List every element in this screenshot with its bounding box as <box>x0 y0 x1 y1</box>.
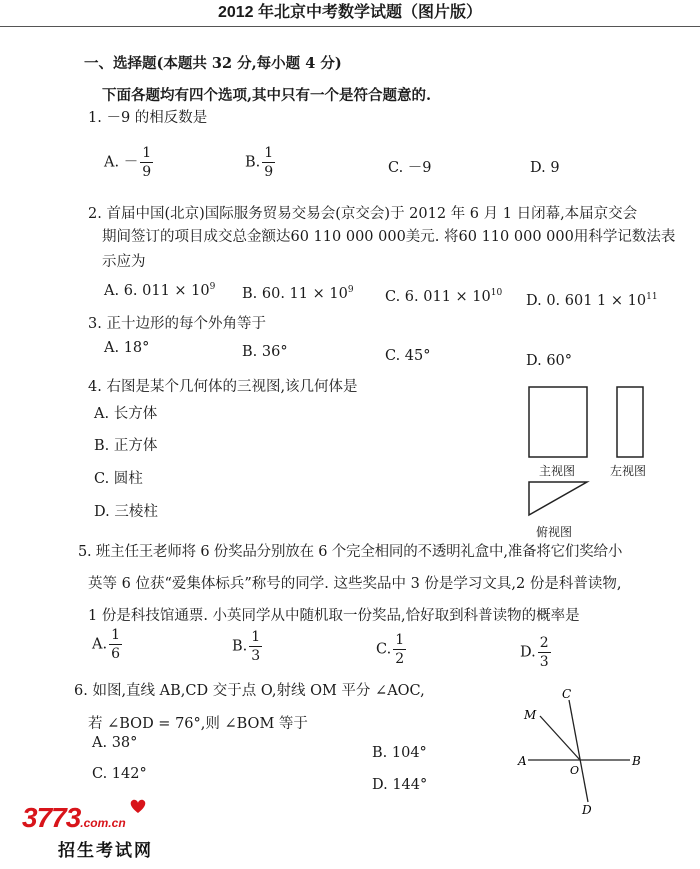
q2-line2: 期间签订的项目成交总金额达60 110 000 000美元. 将60 110 000 000用科学记数法表 <box>102 229 676 245</box>
q2-d-text: D. 0. 601 1 × 10 <box>526 292 647 309</box>
q4-option-b: B. 正方体 <box>94 438 158 454</box>
q5-c-fraction <box>393 633 406 666</box>
q5-b-den: 3 <box>251 648 261 664</box>
q5-option-d <box>520 636 553 669</box>
q6-option-d: D. 144° <box>372 777 428 793</box>
logo-domain: .com.cn <box>80 816 126 830</box>
q2-option-c <box>385 288 502 305</box>
q1-option-d: D. 9 <box>530 160 560 176</box>
point-o-label: O <box>570 764 580 777</box>
q2-c-text: C. 6. 011 × 10 <box>385 288 491 305</box>
q5-c-den: 2 <box>395 651 405 667</box>
q3-option-b: B. 36° <box>242 344 288 360</box>
q2-c-exp: 10 <box>490 288 503 298</box>
point-a-label: A <box>518 754 527 768</box>
q5-a-label: A. <box>92 636 108 653</box>
ray-om <box>540 716 580 760</box>
q5-option-b <box>232 630 264 663</box>
q2-a-text: A. 6. 011 × 10 <box>104 282 210 299</box>
section-title: 一、选择题(本题共 32 分,每小题 4 分) <box>84 55 342 72</box>
q5-d-num: 2 <box>539 635 549 651</box>
q5-b-num: 1 <box>251 629 261 645</box>
q1-b-fraction <box>262 146 275 179</box>
q2-option-d <box>526 292 658 309</box>
page-title: 2012 年北京中考数学试题（图片版） <box>0 0 700 27</box>
q5-c-num: 1 <box>395 632 405 648</box>
q5-line2: 英等 6 位获“爱集体标兵”称号的同学. 这些奖品中 3 份是学习文具,2 份是科普读物, <box>88 576 622 592</box>
q2-b-exp: 9 <box>347 285 354 295</box>
q1-a-label: A. － <box>104 154 139 171</box>
top-view-triangle <box>529 482 587 515</box>
q3-option-c: C. 45° <box>385 348 431 364</box>
q1-a-fraction <box>140 146 153 179</box>
q4-stem: 4. 右图是某个几何体的三视图,该几何体是 <box>88 379 358 395</box>
q1-option-b <box>245 146 277 179</box>
q1-a-num: 1 <box>142 145 152 161</box>
q6-line2: 若 ∠BOD = 76°,则 ∠BOM 等于 <box>88 716 308 732</box>
q5-line1: 5. 班主任王老师将 6 份奖品分别放在 6 个完全相同的不透明礼盒中,准备将它们奖给小 <box>78 544 623 560</box>
point-b-label: B <box>632 754 641 768</box>
logo-number: 3773 <box>22 802 81 833</box>
front-view-label: 主视图 <box>539 464 576 478</box>
q5-a-num: 1 <box>111 627 121 643</box>
q1-a-den: 9 <box>142 164 152 180</box>
point-c-label: C <box>562 687 572 701</box>
q6-option-c: C. 142° <box>92 766 147 782</box>
q1-b-label: B. <box>245 154 261 171</box>
q6-option-a: A. 38° <box>92 735 138 751</box>
section-instruction: 下面各题均有四个选项,其中只有一个是符合题意的. <box>102 87 432 104</box>
q2-line3: 示应为 <box>102 254 146 270</box>
heart-icon <box>128 797 148 815</box>
q1-option-c: C. －9 <box>388 160 432 176</box>
q2-a-exp: 9 <box>209 282 216 292</box>
q4-option-d: D. 三棱柱 <box>94 504 158 520</box>
q4-option-a: A. 长方体 <box>94 406 158 422</box>
q5-d-label: D. <box>520 644 536 661</box>
q4-option-c: C. 圆柱 <box>94 471 143 487</box>
top-view-label: 俯视图 <box>536 525 573 539</box>
q1-stem: 1. －9 的相反数是 <box>88 110 208 126</box>
q5-b-label: B. <box>232 638 248 655</box>
q6-option-b: B. 104° <box>372 745 427 761</box>
q5-a-den: 6 <box>111 646 121 662</box>
q1-option-a <box>104 146 155 179</box>
logo-subtitle: 招生考试网 <box>58 841 153 861</box>
q5-d-fraction <box>538 636 551 669</box>
q5-line3: 1 份是科技馆通票. 小英同学从中随机取一份奖品,恰好取到科普读物的概率是 <box>88 608 580 624</box>
q2-b-text: B. 60. 11 × 10 <box>242 285 348 302</box>
q5-b-fraction <box>249 630 262 663</box>
left-view-label: 左视图 <box>610 464 647 478</box>
angle-figure <box>512 686 662 816</box>
q5-option-a <box>92 628 124 661</box>
q3-option-a: A. 18° <box>104 340 150 356</box>
q5-c-label: C. <box>376 641 392 658</box>
q3-stem: 3. 正十边形的每个外角等于 <box>88 316 266 332</box>
front-view-rect <box>529 387 587 457</box>
q1-b-num: 1 <box>264 145 274 161</box>
q5-a-fraction <box>109 628 122 661</box>
q3-option-d: D. 60° <box>526 353 573 369</box>
q5-option-c <box>376 633 408 666</box>
left-view-rect <box>617 387 643 457</box>
q2-option-b <box>242 285 354 302</box>
point-m-label: M <box>524 708 537 722</box>
q2-option-a <box>104 282 215 299</box>
site-logo <box>22 802 126 834</box>
q6-line1: 6. 如图,直线 AB,CD 交于点 O,射线 OM 平分 ∠AOC, <box>74 683 425 699</box>
q1-b-den: 9 <box>264 164 274 180</box>
point-d-label: D <box>582 803 592 816</box>
q5-d-den: 3 <box>539 654 549 670</box>
q2-d-exp: 11 <box>646 292 658 302</box>
q2-line1: 2. 首届中国(北京)国际服务贸易交易会(京交会)于 2012 年 6 月 1 日闭幕,本届京交会 <box>88 206 638 222</box>
